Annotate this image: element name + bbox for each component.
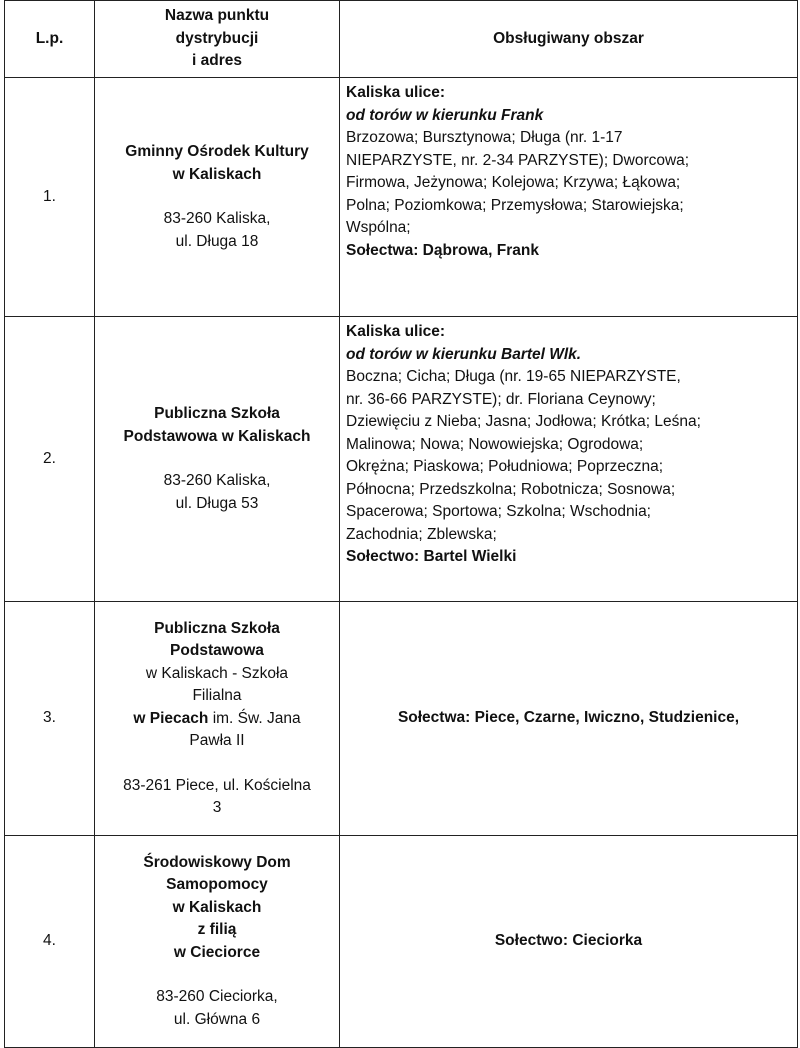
point-name-line: Pawła II	[189, 732, 245, 749]
area-streets-line: Północna; Przedszkolna; Robotnicza; Sosnowa;	[346, 480, 676, 498]
header-area: Obsługiwany obszar	[340, 1, 798, 78]
point-name-line: Środowiskowy Dom	[143, 853, 291, 871]
area-streets-line: Dziewięciu z Nieba; Jasna; Jodłowa; Krótka; Leśna;	[346, 413, 701, 430]
address-line: 83-260 Kaliska,	[163, 210, 271, 227]
header-name	[95, 1, 340, 78]
point-name-line: Gminny Ośrodek Kultury	[125, 143, 309, 160]
area-streets-line: Firmowa, Jeżynowa; Kolejowa; Krzywa; Łąkowa;	[346, 174, 681, 191]
row-number: 2.	[5, 317, 95, 602]
area-streets-line: NIEPARZYSTE, nr. 2-34 PARZYSTE); Dworcowa;	[346, 151, 690, 169]
point-name-line: Podstawowa w Kaliskach	[123, 427, 311, 445]
point-name-rest-part: im. Św. Jana	[208, 709, 301, 727]
point-name-bold-part: w Piecach	[133, 709, 209, 727]
point-name-line: z filią	[197, 921, 237, 939]
point-name-line: Filialna	[192, 687, 242, 704]
header-row	[5, 1, 798, 78]
point-name-line: Publiczna Szkoła	[154, 405, 280, 422]
point-name-address	[95, 836, 340, 1048]
area-direction: od torów w kierunku Bartel Wlk.	[346, 345, 582, 363]
area-heading: Kaliska ulice:	[346, 323, 446, 340]
area-heading: Kaliska ulice:	[346, 84, 446, 101]
address-line: ul. Główna 6	[173, 1010, 261, 1028]
address-line: 83-260 Kaliska,	[163, 472, 271, 489]
area-solectwo: Sołectwo: Bartel Wielki	[346, 548, 517, 565]
area-streets-line: Zachodnia; Zblewska;	[346, 525, 497, 543]
service-area: Sołectwo: Cieciorka	[340, 836, 798, 1048]
header-name-line: i adres	[192, 52, 242, 70]
point-name-line	[98, 708, 336, 731]
point-name-address	[95, 602, 340, 836]
header-lp: L.p.	[5, 1, 95, 78]
area-streets-line: Brzozowa; Bursztynowa; Długa (nr. 1-17	[346, 129, 623, 146]
address-line: 83-260 Cieciorka,	[156, 988, 278, 1006]
area-streets-line: Polna; Poziomkowa; Przemysłowa; Starowiejska;	[346, 196, 684, 214]
area-streets-line: Malinowa; Nowa; Nowowiejska; Ogrodowa;	[346, 435, 644, 453]
header-name-line: dystrybucji	[175, 29, 259, 47]
address-line: 83-261 Piece, ul. Kościelna	[123, 776, 311, 794]
point-name-line: Publiczna Szkoła	[154, 619, 280, 637]
row-number: 1.	[5, 78, 95, 317]
point-name-line: Podstawowa	[170, 642, 264, 659]
area-streets-line: Spacerowa; Sportowa; Szkolna; Wschodnia;	[346, 503, 651, 520]
service-area	[340, 78, 798, 317]
point-name-line: w Kaliskach	[172, 165, 262, 183]
point-name-address	[95, 78, 340, 317]
table-row	[5, 602, 798, 836]
area-solectwa: Sołectwa: Dąbrowa, Frank	[346, 241, 539, 259]
point-name-line: w Kaliskach	[172, 898, 262, 916]
row-number: 4.	[5, 836, 95, 1048]
row-number: 3.	[5, 602, 95, 836]
point-name-address	[95, 317, 340, 602]
table-row	[5, 78, 798, 317]
address-line: 3	[212, 799, 222, 816]
area-streets-line: nr. 36-66 PARZYSTE); dr. Floriana Ceynowy;	[346, 390, 656, 408]
service-area	[340, 317, 798, 602]
area-streets-line: Wspólna;	[346, 219, 411, 236]
point-name-line: w Cieciorce	[173, 943, 261, 961]
point-name-line: w Kaliskach - Szkoła	[145, 664, 289, 682]
point-name-line: Samopomocy	[166, 876, 268, 894]
service-area: Sołectwa: Piece, Czarne, Iwiczno, Studzienice,	[340, 602, 798, 836]
table-row	[5, 317, 798, 602]
area-streets-line: Okrężna; Piaskowa; Południowa; Poprzeczna;	[346, 458, 664, 475]
area-streets-line: Boczna; Cicha; Długa (nr. 19-65 NIEPARZYSTE,	[346, 368, 681, 385]
address-line: ul. Długa 53	[175, 494, 259, 512]
area-direction: od torów w kierunku Frank	[346, 106, 544, 124]
table-row	[5, 836, 798, 1048]
address-line: ul. Długa 18	[175, 232, 259, 250]
distribution-points-table	[4, 0, 798, 1048]
header-name-line: Nazwa punktu	[164, 7, 270, 25]
